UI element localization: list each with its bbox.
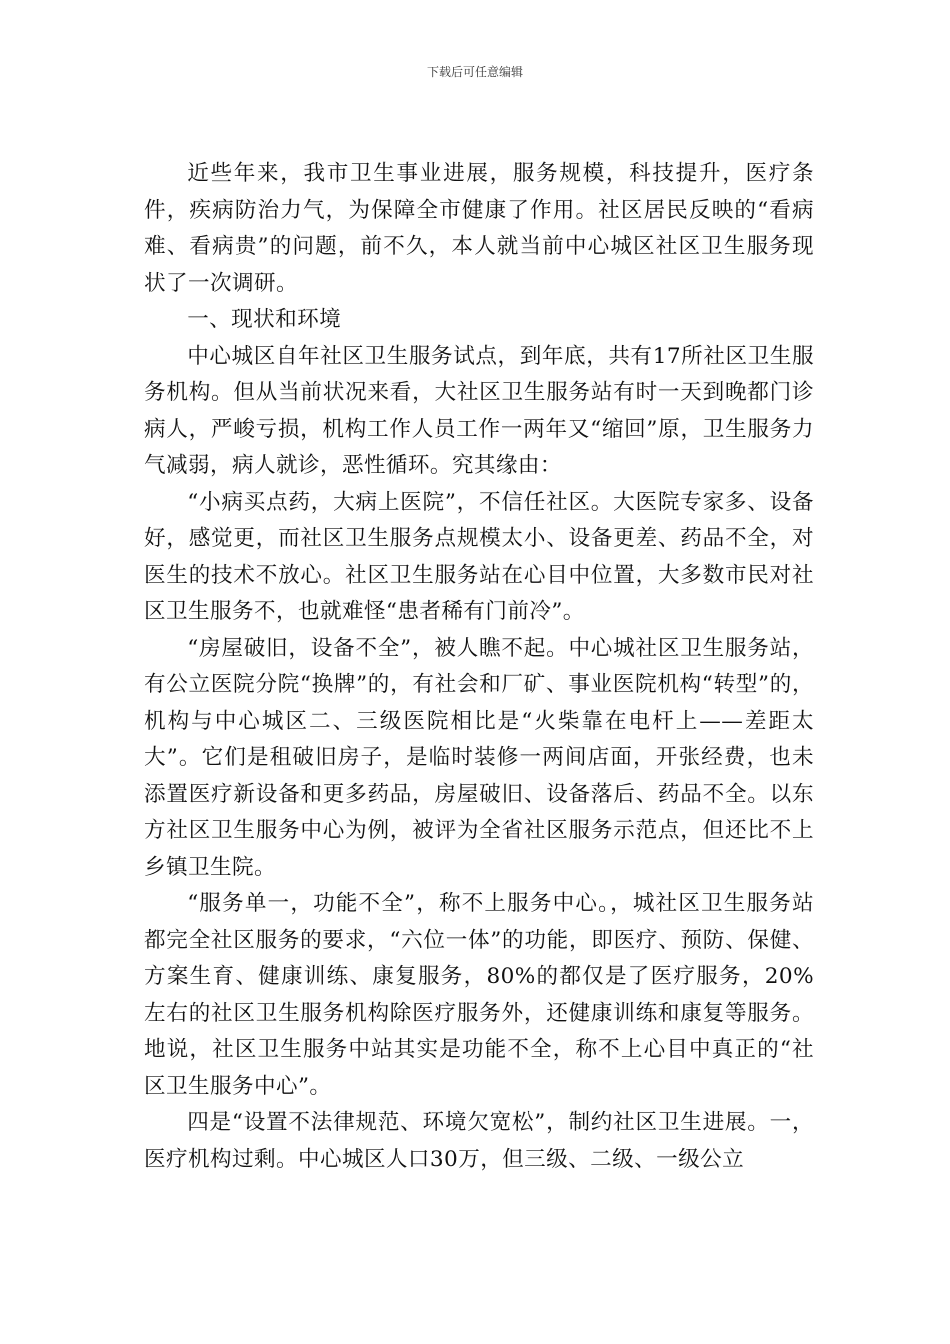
paragraph-overview: 中心城区自年社区卫生服务试点，到年底，共有17所社区卫生服务机构。但从当前状况来看，大社区卫生服务站有时一天到晚都门诊病人，严峻亏损，机构工作人员工作一两年又“缩回”原，卫生服务力气减弱，病人就诊，恶性循环。究其缘由：: [144, 343, 814, 478]
paragraph-reason-trust: “小病买点药，大病上医院”，不信任社区。大医院专家多、设备好，感觉更，而社区卫生服务点规模太小、设备更差、药品不全，对医生的技术不放心。社区卫生服务站在心目中位置，大多数市民对社区卫生服务不，也就难怪“患者稀有门前冷”。: [144, 489, 814, 624]
paragraph-reason-regulation: 四是“设置不法律规范、环境欠宽松”，制约社区卫生进展。一，医疗机构过剩。中心城区人口30万，但三级、二级、一级公立: [144, 1110, 814, 1172]
section-heading-status: 一、现状和环境: [187, 307, 342, 332]
paragraph-reason-services: “服务单一，功能不全”，称不上服务中心。，城社区卫生服务站都完全社区服务的要求，“六位一体”的功能，即医疗、预防、保健、方案生育、健康训练、康复服务，80%的都仅是了医疗服务，20%左右的社区卫生服务机构除医疗服务外，还健康训练和康复等服务。地说，社区卫生服务中站其实是功能不全，称不上心目中真正的“社区卫生服务中心”。: [144, 891, 814, 1099]
paragraph-reason-facilities: “房屋破旧，设备不全”，被人瞧不起。中心城社区卫生服务站，有公立医院分院“换牌”的，有社会和厂矿、事业医院机构“转型”的，机构与中心城区二、三级医院相比是“火柴靠在电杆上——差距太大”。它们是租破旧房子，是临时装修一两间店面，开张经费，也未添置医疗新设备和更多药品，房屋破旧、设备落后、药品不全。以东方社区卫生服务中心为例，被评为全省社区服务示范点，但还比不上乡镇卫生院。: [144, 635, 814, 880]
page-header: 下载后可任意编辑: [426, 65, 523, 79]
paragraph-intro: 近些年来，我市卫生事业进展，服务规模，科技提升，医疗条件，疾病防治力气，为保障全市健康了作用。社区居民反映的“看病难、看病贵”的问题，前不久，本人就当前中心城区社区卫生服务现状了一次调研。: [144, 161, 814, 296]
document-body: [144, 156, 814, 1178]
